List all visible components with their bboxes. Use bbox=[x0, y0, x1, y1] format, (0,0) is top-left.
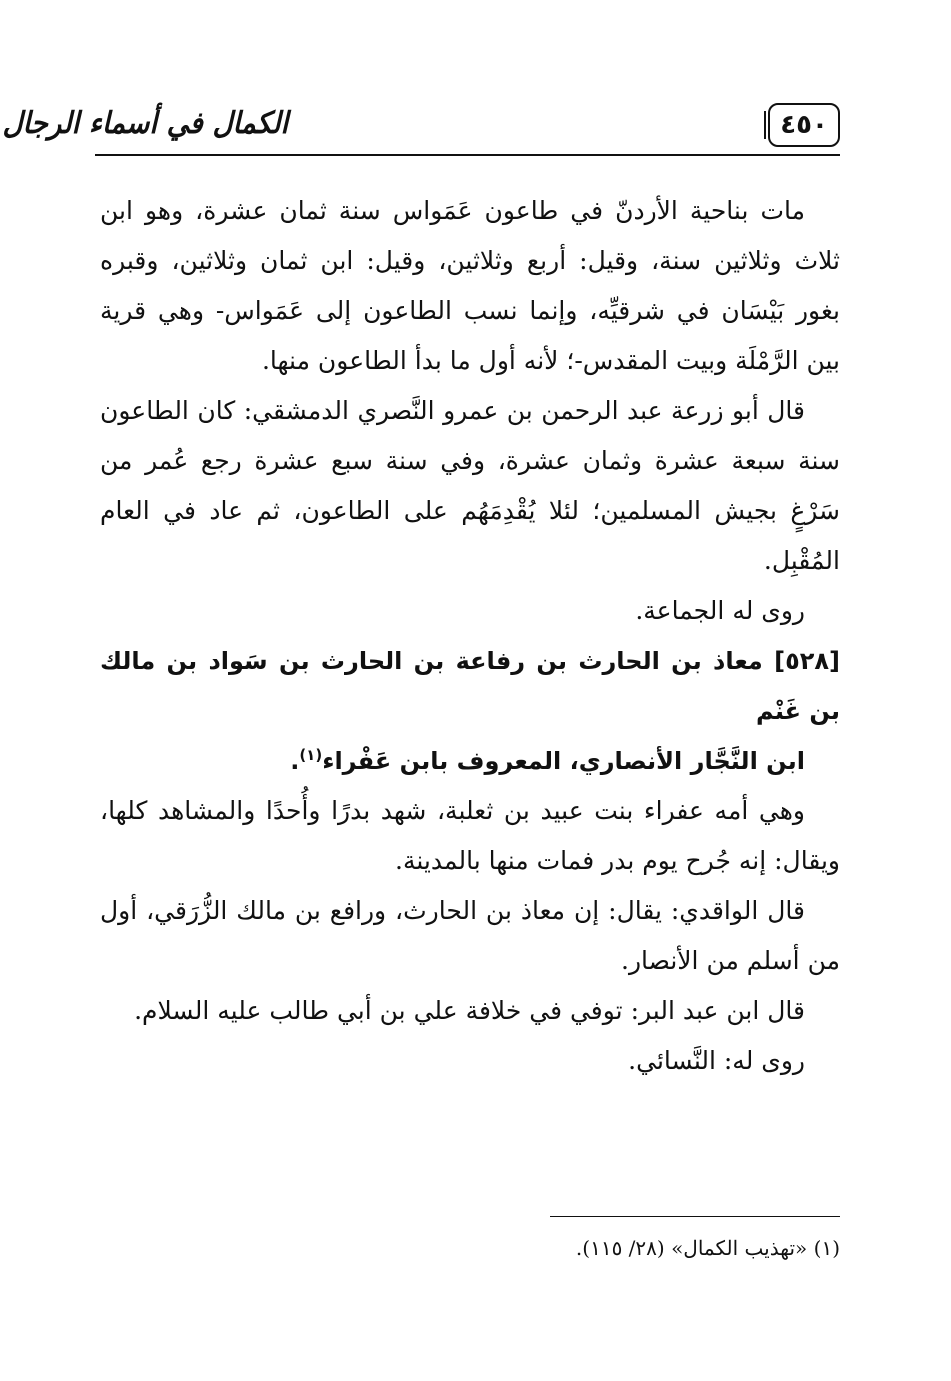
main-text bbox=[100, 186, 840, 1086]
paragraph: روى له: النَّسائي. bbox=[628, 1046, 805, 1075]
entry-heading-line1: [٥٢٨] معاذ بن الحارث بن رفاعة بن الحارث بن سَواد بن مالك بن غَنْم bbox=[100, 647, 840, 725]
footnote-separator bbox=[550, 1216, 840, 1217]
header-rule bbox=[95, 154, 840, 156]
page-number: ٤٥٠ bbox=[768, 103, 840, 147]
page-header bbox=[2, 95, 840, 155]
footnote: (١) «تهذيب الكمال» (٢٨/ ١١٥). bbox=[575, 1236, 840, 1260]
book-title: الكمال في أسماء الرجال bbox=[2, 106, 289, 141]
footnote-reference[interactable]: (١) bbox=[299, 746, 323, 764]
entry-heading bbox=[100, 636, 840, 786]
paragraph: وهي أمه عفراء بنت عبيد بن ثعلبة، شهد بدرًا وأُحدًا والمشاهد كلها، ويقال: إنه جُرح يوم بدر فمات منها بالمدينة. bbox=[100, 796, 840, 875]
paragraph: قال ابن عبد البر: توفي في خلافة علي بن أبي طالب عليه السلام. bbox=[134, 996, 805, 1025]
entry-heading-line2: ابن النَّجَّار الأنصاري، المعروف بابن عَفْراء bbox=[322, 747, 805, 775]
paragraph: قال أبو زرعة عبد الرحمن بن عمرو النَّصري الدمشقي: كان الطاعون سنة سبعة عشرة وثمان عشرة، وفي سنة سبع عشرة رجع عُمر من سَرْغٍ بجيش المسلمين؛ لئلا يُقْدِمَهُم على الطاعون، ثم عاد في العام المُقْبِل. bbox=[100, 396, 840, 575]
paragraph: قال الواقدي: يقال: إن معاذ بن الحارث، ورافع بن مالك الزُّرَقي، أول من أسلم من الأنصار. bbox=[100, 896, 840, 975]
paragraph: مات بناحية الأردنّ في طاعون عَمَواس سنة ثمان عشرة، وهو ابن ثلاث وثلاثين سنة، وقيل: أربع وثلاثين، وقيل: ابن ثمان وثلاثين، وقبره بغور بَيْسَان في شرقيِّه، وإنما نسب الطاعون إلى عَمَواس- وهي قرية بين الرَّمْلَة وبيت المقدس-؛ لأنه أول ما بدأ الطاعون منها. bbox=[100, 196, 840, 375]
entry-heading-line2-wrapper bbox=[100, 736, 840, 786]
entry-heading-end: . bbox=[290, 747, 300, 775]
paragraph: روى له الجماعة. bbox=[635, 596, 805, 625]
